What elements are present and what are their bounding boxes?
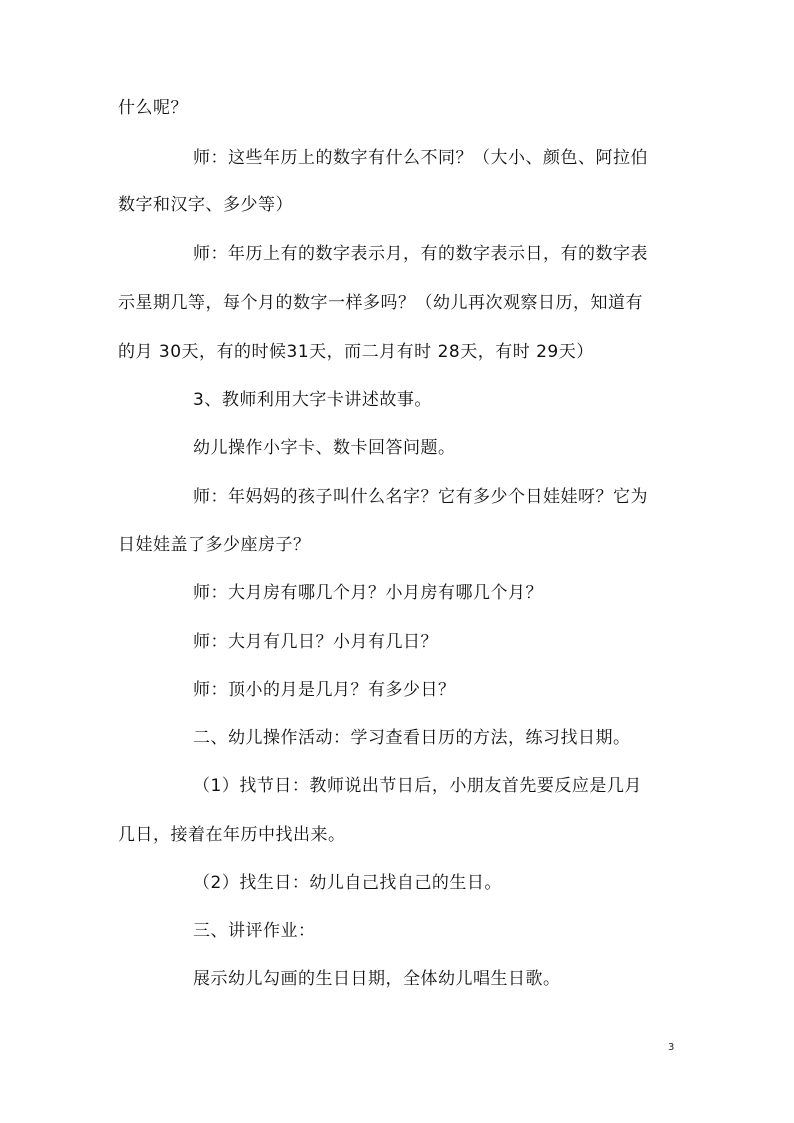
text-line: 师：大月有几日？小月有几日？	[193, 632, 438, 652]
text-line: 师：年妈妈的孩子叫什么名字？它有多少个日娃娃呀？它为	[193, 487, 648, 507]
text-line: 师：大月房有哪几个月？小月房有哪几个月？	[193, 583, 543, 603]
text-line: 展示幼儿勾画的生日日期，全体幼儿唱生日歌。	[193, 969, 561, 989]
text-line: 师：顶小的月是几月？有多少日？	[193, 680, 456, 700]
page-number: 3	[668, 1042, 675, 1053]
text-line: 二、幼儿操作活动：学习查看日历的方法，练习找日期。	[193, 728, 631, 748]
text-line: 师：年历上有的数字表示月，有的数字表示日，有的数字表	[193, 244, 648, 264]
text-line: 示星期几等，每个月的数字一样多吗？（幼儿再次观察日历，知道有	[118, 293, 643, 313]
text-line: 3、教师利用大字卡讲述故事。	[193, 390, 432, 410]
text-line: 日娃娃盖了多少座房子？	[118, 535, 311, 555]
text-line: 什么呢？	[118, 98, 188, 118]
text-line: 几日，接着在年历中找出来。	[118, 825, 346, 845]
text-line: 师：这些年历上的数字有什么不同？（大小、颜色、阿拉伯	[193, 148, 648, 168]
text-line: 三、讲评作业：	[193, 921, 316, 941]
text-line: 数字和汉字、多少等）	[118, 195, 293, 215]
text-line: （2）找生日：幼儿自己找自己的生日。	[193, 873, 502, 893]
text-line: （1）找节日：教师说出节日后，小朋友首先要反应是几月	[193, 776, 642, 796]
text-line: 的月 30天，有的时候31天，而二月有时 28天，有时 29天）	[118, 342, 594, 362]
text-line: 幼儿操作小字卡、数卡回答问题。	[193, 438, 456, 458]
